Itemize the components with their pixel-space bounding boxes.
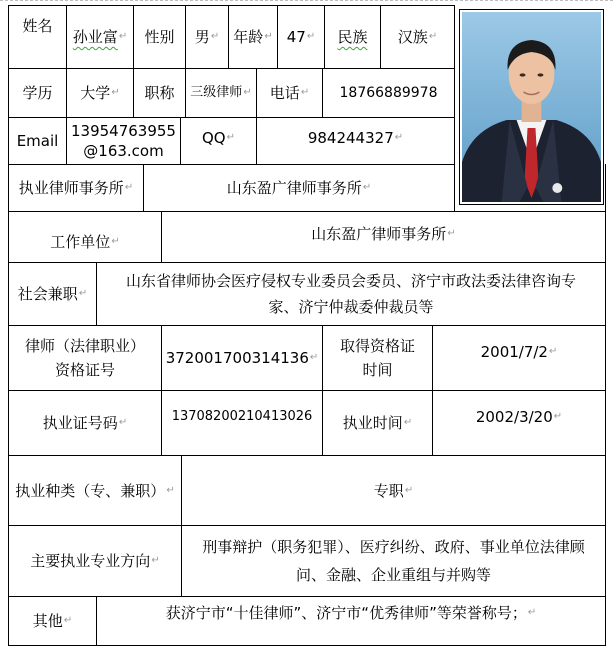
ethnicity-value: 汉族	[397, 28, 428, 46]
email-cell[interactable]	[66, 117, 181, 165]
specialty-value-line1: 刑事辩护（职务犯罪）、医疗纠纷、政府、事业单位法律顾	[202, 538, 585, 556]
cert-date-cell[interactable]	[432, 325, 606, 391]
firm-label-cell	[8, 164, 144, 212]
license-no-cell[interactable]	[161, 390, 323, 456]
paragraph-mark: ↵	[553, 411, 563, 422]
paragraph-mark: ↵	[403, 417, 413, 428]
paragraph-mark: ↵	[394, 132, 404, 143]
paragraph-mark: ↵	[404, 484, 414, 496]
paragraph-mark: ↵	[124, 182, 134, 193]
ethnicity-label-cell	[324, 5, 381, 69]
paragraph-mark: ↵	[447, 228, 456, 239]
gender-cell[interactable]	[185, 5, 229, 69]
practice-type-value: 专职	[373, 481, 404, 500]
paragraph-mark: ↵	[111, 236, 120, 247]
email-label-cell	[8, 117, 67, 165]
social-label-cell	[8, 262, 97, 326]
specialty-value-line2: 问、金融、企业重组与并购等	[295, 566, 491, 584]
workplace-label: 工作单位	[50, 233, 111, 251]
paragraph-mark: ↵	[226, 132, 235, 143]
other-label-cell	[8, 596, 97, 646]
photo-right-filler	[454, 164, 606, 212]
gender-value: 男	[194, 28, 210, 46]
license-no-value: 13708200210413026	[171, 409, 313, 424]
gender-label-cell	[133, 5, 186, 69]
specialty-label-cell	[8, 525, 182, 597]
education-value: 大学	[80, 84, 111, 102]
practice-type-cell[interactable]	[181, 455, 606, 526]
age-label: 年龄	[233, 28, 264, 46]
other-label: 其他	[32, 612, 63, 630]
license-date-label-cell	[322, 390, 433, 456]
name-label-cell	[8, 5, 67, 69]
specialty-label: 主要执业专业方向	[30, 552, 151, 570]
specialty-cell[interactable]	[181, 525, 606, 597]
paragraph-mark: ↵	[151, 555, 160, 566]
email-value-line2: @163.com	[83, 142, 164, 160]
phone-label: 电话	[269, 84, 300, 102]
email-value-line1: 13954763955	[71, 122, 176, 140]
paragraph-mark: ↵	[111, 87, 120, 98]
qq-value: 984244327	[307, 129, 394, 147]
title-label: 职称	[144, 84, 175, 102]
paragraph-mark: ↵	[166, 484, 175, 496]
phone-value: 18766889978	[339, 85, 438, 101]
phone-cell[interactable]	[322, 68, 455, 118]
license-label-cell	[8, 390, 162, 456]
education-label-cell	[8, 68, 67, 118]
title-label-cell	[133, 68, 186, 118]
paragraph-mark: ↵	[118, 31, 128, 42]
paragraph-mark: ↵	[118, 417, 128, 428]
ethnicity-label: 民族	[337, 28, 368, 46]
social-value-line2: 家、济宁仲裁委仲裁员等	[268, 298, 434, 316]
social-label: 社会兼职	[17, 285, 78, 303]
age-value: 47	[286, 28, 306, 46]
workplace-label-cell	[8, 211, 162, 263]
other-cell[interactable]	[96, 596, 606, 646]
paragraph-mark: ↵	[264, 31, 273, 42]
firm-label: 执业律师事务所	[18, 179, 124, 197]
firm-value: 山东盈广律师事务所	[226, 179, 362, 197]
paragraph-mark: ↵	[306, 31, 316, 42]
qq-label: QQ	[201, 129, 226, 147]
cert-no-value: 372001700314136	[165, 349, 309, 367]
practice-type-label-cell	[8, 455, 182, 526]
license-label: 执业证号码	[42, 414, 118, 432]
age-cell[interactable]	[277, 5, 325, 69]
name-value: 孙业富	[72, 28, 118, 46]
name-cell[interactable]	[66, 5, 134, 69]
license-date-value: 2002/3/20	[475, 408, 553, 426]
practice-type-label: 执业种类（专、兼职）	[15, 481, 166, 500]
title-cell[interactable]	[185, 68, 257, 118]
paragraph-mark: ↵	[210, 31, 220, 42]
education-cell[interactable]	[66, 68, 134, 118]
cert-date-value: 2001/7/2	[480, 343, 548, 361]
qq-cell[interactable]	[256, 117, 455, 165]
license-date-cell[interactable]	[432, 390, 606, 456]
paragraph-mark: ↵	[78, 288, 88, 299]
other-value: 获济宁市“十佳律师”、济宁市“优秀律师”等荣誉称号；	[165, 604, 527, 622]
social-cell[interactable]	[96, 262, 606, 326]
workplace-cell[interactable]	[161, 211, 606, 263]
social-value-line1: 山东省律师协会医疗侵权专业委员会委员、济宁市政法委法律咨询专	[125, 272, 576, 290]
cert-date-label-cell	[322, 325, 433, 391]
cert-label-line2: 资格证号	[54, 361, 115, 379]
paragraph-mark: ↵	[362, 182, 372, 193]
cert-no-cell[interactable]	[161, 325, 323, 391]
paragraph-mark: ↵	[243, 87, 252, 98]
age-label-cell	[228, 5, 278, 69]
name-label: 姓名	[22, 17, 53, 35]
workplace-value: 山东盈广律师事务所	[311, 225, 447, 243]
paragraph-mark: ↵	[63, 615, 73, 626]
qq-label-cell	[180, 117, 257, 165]
paragraph-mark: ↵	[428, 31, 438, 42]
email-label: Email	[16, 132, 59, 150]
paragraph-mark: ↵	[527, 607, 537, 618]
gender-label: 性别	[144, 28, 175, 46]
license-date-label: 执业时间	[342, 414, 403, 432]
firm-cell[interactable]	[143, 164, 455, 212]
cert-date-label-line2: 时间	[362, 361, 393, 379]
title-value: 三级律师	[190, 85, 243, 100]
cert-label-line1: 律师（法律职业）	[24, 337, 145, 355]
cert-date-label-line1: 取得资格证	[339, 337, 415, 355]
phone-label-cell	[256, 68, 323, 118]
paragraph-mark: ↵	[300, 87, 310, 98]
ethnicity-cell[interactable]	[380, 5, 455, 69]
paragraph-mark: ↵	[548, 346, 558, 357]
cert-label-cell	[8, 325, 162, 391]
education-label: 学历	[22, 84, 53, 102]
paragraph-mark: ↵	[309, 352, 319, 363]
